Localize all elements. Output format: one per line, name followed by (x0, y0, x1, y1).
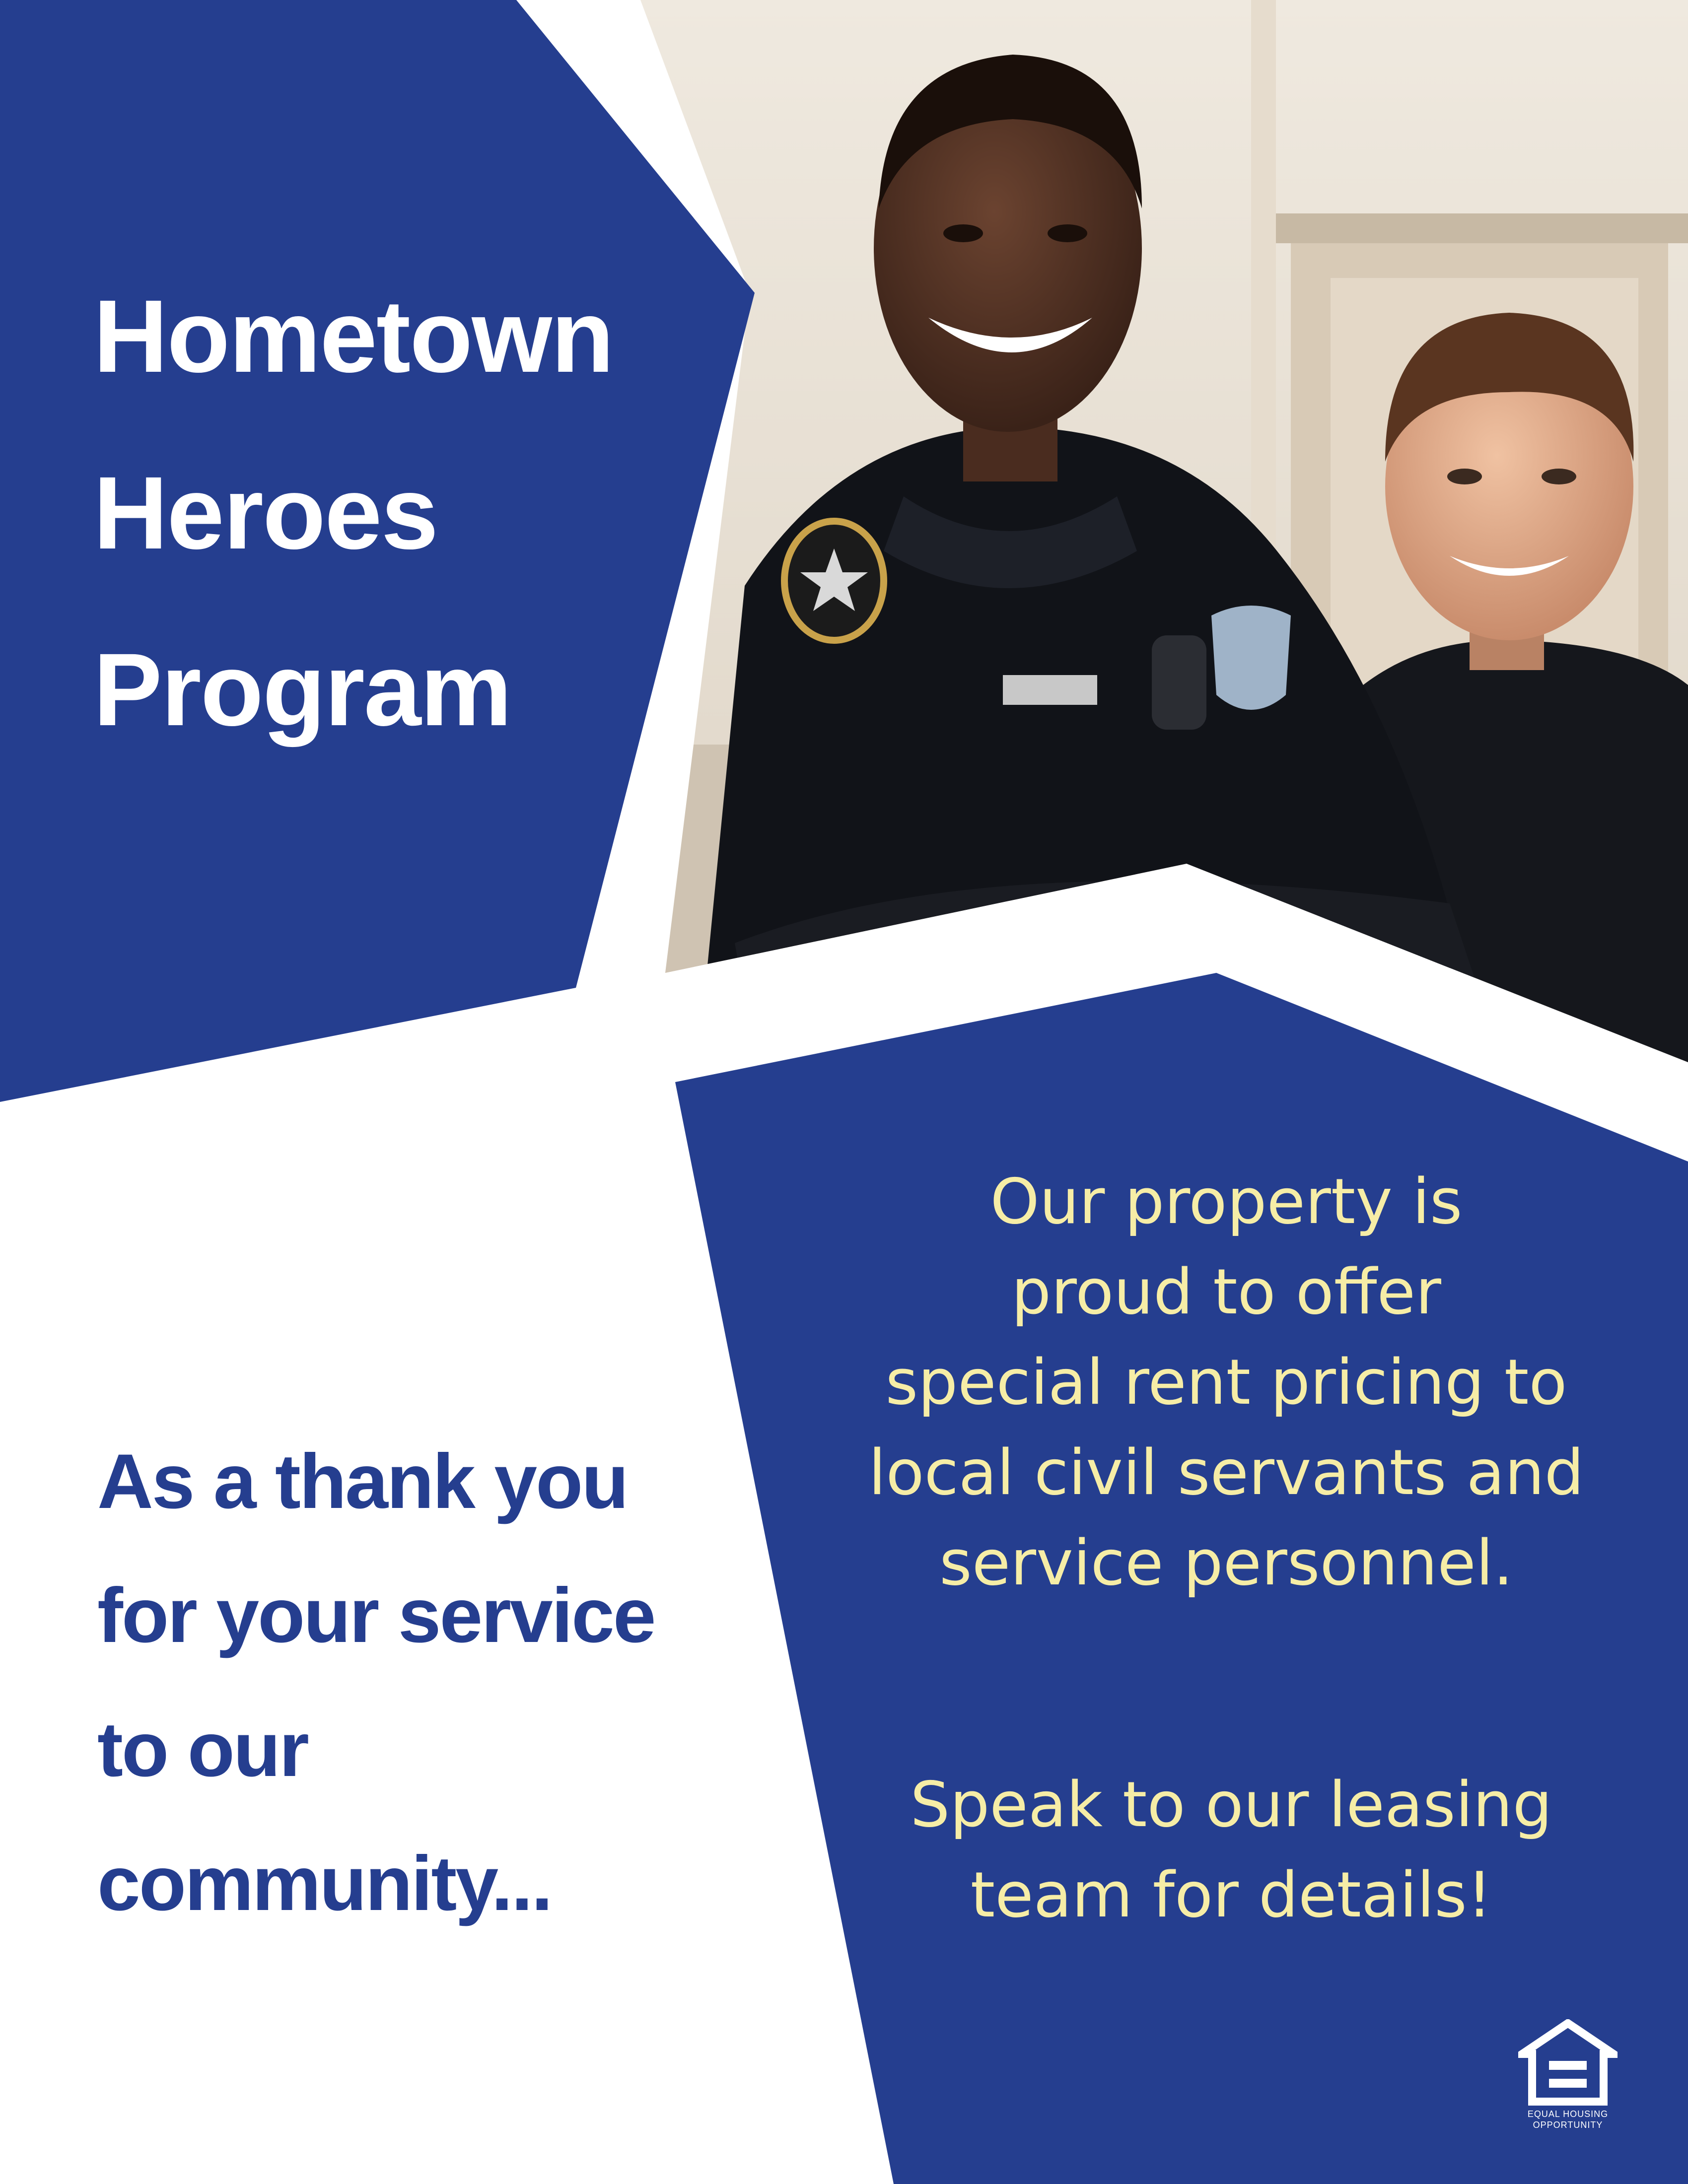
cta-line: Speak to our leasing (910, 1768, 1552, 1841)
cta-line: team for details! (970, 1858, 1492, 1931)
eho-line: EQUAL HOUSING (1527, 2109, 1609, 2119)
equal-housing-label (1509, 2109, 1626, 2130)
title-line: Hometown (93, 279, 614, 394)
thank-you-message (97, 1415, 733, 1951)
program-title (93, 248, 689, 778)
offer-line: service personnel. (939, 1526, 1513, 1599)
thanks-line: As a thank you (97, 1438, 628, 1525)
offer-line: Our property is (990, 1165, 1463, 1238)
thanks-line: for your service (97, 1572, 655, 1659)
eho-line: OPPORTUNITY (1533, 2120, 1603, 2130)
thanks-line: community... (97, 1841, 552, 1927)
offer-line: special rent pricing to (885, 1346, 1567, 1419)
call-to-action (774, 1760, 1688, 1940)
title-line: Program (93, 632, 511, 748)
offer-description (774, 1157, 1678, 1608)
offer-line: local civil servants and (868, 1436, 1584, 1509)
title-line: Heroes (93, 456, 438, 571)
offer-line: proud to offer (1011, 1255, 1441, 1328)
thanks-line: to our (97, 1706, 308, 1793)
